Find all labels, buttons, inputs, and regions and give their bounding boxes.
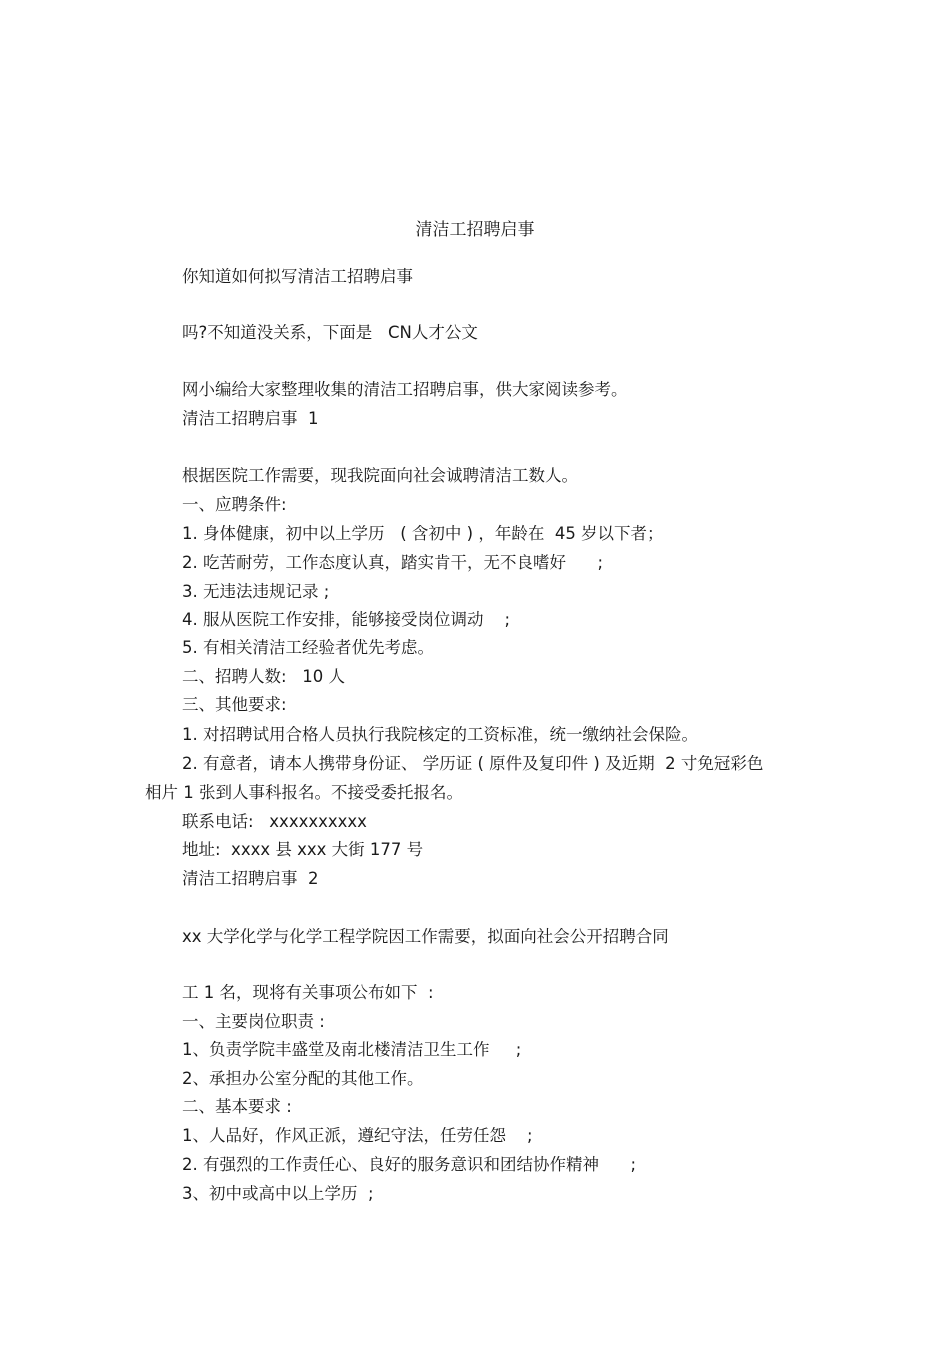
text-line: 3、初中或高中以上学历 ;: [182, 1184, 374, 1203]
text-line: xx 大学化学与化学工程学院因工作需要，拟面向社会公开招聘合同: [182, 927, 669, 946]
text-line: 1. 对招聘试用合格人员执行我院核定的工资标准，统一缴纳社会保险。: [182, 725, 698, 744]
text-line: 4. 服从医院工作安排，能够接受岗位调动 ;: [182, 610, 511, 629]
text-line: 联系电话: xxxxxxxxxx: [182, 812, 367, 831]
text-line: 二、基本要求 :: [182, 1097, 292, 1116]
text-line: 网小编给大家整理收集的清洁工招聘启事，供大家阅读参考。: [182, 380, 628, 399]
text-line: 清洁工招聘启事 2: [182, 869, 319, 888]
text-line: 一、应聘条件:: [182, 495, 287, 514]
text-line: 1. 身体健康，初中以上学历 ( 含初中 ) ，年龄在 45 岁以下者；: [182, 524, 664, 543]
text-line: 你知道如何拟写清洁工招聘启事: [182, 267, 413, 286]
document-title: 清洁工招聘启事: [415, 220, 535, 240]
text-line: 3. 无违法违规记录 ;: [182, 582, 330, 601]
text-line: 2. 有强烈的工作责任心、良好的服务意识和团结协作精神 ;: [182, 1155, 637, 1174]
text-line: 2. 有意者，请本人携带身份证、 学历证 ( 原件及复印件 ) 及近期 2 寸免冠彩色: [182, 754, 764, 773]
text-line: 2. 吃苦耐劳，工作态度认真，踏实肯干，无不良嗜好 ;: [182, 553, 604, 572]
text-line: 根据医院工作需要，现我院面向社会诚聘清洁工数人。: [182, 466, 578, 485]
text-line: 1、人品好，作风正派，遵纪守法，任劳任怨 ;: [182, 1126, 533, 1145]
text-line: 5. 有相关清洁工经验者优先考虑。: [182, 638, 434, 657]
text-line: 三、其他要求:: [182, 695, 287, 714]
text-line: 吗?不知道没关系，下面是 CN人才公文: [182, 323, 478, 342]
text-line: 工 1 名，现将有关事项公布如下 :: [182, 983, 434, 1002]
text-line: 1、负责学院丰盛堂及南北楼清洁卫生工作 ;: [182, 1040, 522, 1059]
text-line: 清洁工招聘启事 1: [182, 409, 319, 428]
text-line: 一、主要岗位职责 :: [182, 1012, 325, 1031]
text-line: 2、承担办公室分配的其他工作。: [182, 1069, 424, 1088]
text-line: 地址: xxxx 县 xxx 大街 177 号: [182, 840, 424, 859]
text-line: 二、招聘人数: 10 人: [182, 667, 346, 686]
text-line: 相片 1 张到人事科报名。不接受委托报名。: [145, 783, 463, 802]
